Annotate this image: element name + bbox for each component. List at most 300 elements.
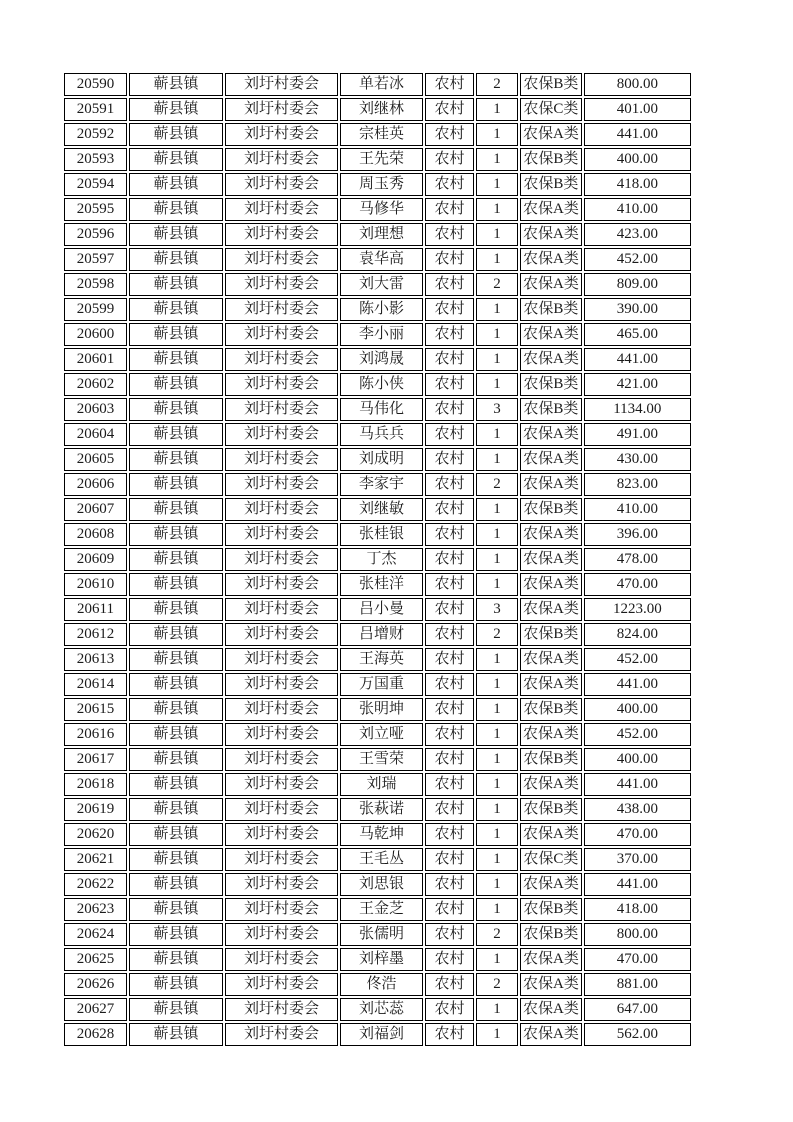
cell-village-committee: 刘圩村委会 bbox=[225, 773, 338, 796]
cell-serial-number: 20625 bbox=[64, 948, 127, 971]
cell-serial-number: 20599 bbox=[64, 298, 127, 321]
cell-insurance-category: 农保B类 bbox=[520, 173, 582, 196]
cell-person-name: 刘梓墨 bbox=[340, 948, 423, 971]
table-row bbox=[64, 623, 691, 646]
cell-residence-type: 农村 bbox=[425, 998, 474, 1021]
cell-village-committee: 刘圩村委会 bbox=[225, 323, 338, 346]
cell-person-count: 1 bbox=[476, 898, 518, 921]
cell-person-name: 马伟化 bbox=[340, 398, 423, 421]
table-row bbox=[64, 473, 691, 496]
cell-person-name: 张萩诺 bbox=[340, 798, 423, 821]
cell-person-count: 1 bbox=[476, 248, 518, 271]
cell-person-count: 1 bbox=[476, 373, 518, 396]
cell-residence-type: 农村 bbox=[425, 573, 474, 596]
cell-residence-type: 农村 bbox=[425, 723, 474, 746]
cell-residence-type: 农村 bbox=[425, 323, 474, 346]
cell-person-name: 王海英 bbox=[340, 648, 423, 671]
cell-amount: 441.00 bbox=[584, 123, 691, 146]
cell-person-name: 马修华 bbox=[340, 198, 423, 221]
benefit-roster-table bbox=[62, 71, 693, 1048]
cell-amount: 470.00 bbox=[584, 948, 691, 971]
table-row bbox=[64, 98, 691, 121]
cell-amount: 465.00 bbox=[584, 323, 691, 346]
cell-insurance-category: 农保A类 bbox=[520, 598, 582, 621]
cell-person-count: 1 bbox=[476, 123, 518, 146]
cell-village-committee: 刘圩村委会 bbox=[225, 398, 338, 421]
cell-residence-type: 农村 bbox=[425, 823, 474, 846]
cell-person-name: 刘福剑 bbox=[340, 1023, 423, 1046]
cell-residence-type: 农村 bbox=[425, 698, 474, 721]
cell-serial-number: 20623 bbox=[64, 898, 127, 921]
cell-person-name: 刘瑞 bbox=[340, 773, 423, 796]
cell-amount: 410.00 bbox=[584, 198, 691, 221]
cell-insurance-category: 农保B类 bbox=[520, 798, 582, 821]
cell-town: 蕲县镇 bbox=[129, 748, 223, 771]
table-row bbox=[64, 298, 691, 321]
cell-person-count: 2 bbox=[476, 623, 518, 646]
cell-person-name: 陈小影 bbox=[340, 298, 423, 321]
cell-town: 蕲县镇 bbox=[129, 673, 223, 696]
cell-person-name: 吕小曼 bbox=[340, 598, 423, 621]
cell-insurance-category: 农保A类 bbox=[520, 823, 582, 846]
cell-amount: 1134.00 bbox=[584, 398, 691, 421]
cell-village-committee: 刘圩村委会 bbox=[225, 173, 338, 196]
cell-person-count: 1 bbox=[476, 1023, 518, 1046]
cell-insurance-category: 农保A类 bbox=[520, 948, 582, 971]
cell-insurance-category: 农保B类 bbox=[520, 398, 582, 421]
cell-amount: 410.00 bbox=[584, 498, 691, 521]
cell-insurance-category: 农保A类 bbox=[520, 273, 582, 296]
cell-village-committee: 刘圩村委会 bbox=[225, 123, 338, 146]
cell-serial-number: 20605 bbox=[64, 448, 127, 471]
table-row bbox=[64, 698, 691, 721]
cell-village-committee: 刘圩村委会 bbox=[225, 223, 338, 246]
cell-amount: 478.00 bbox=[584, 548, 691, 571]
cell-town: 蕲县镇 bbox=[129, 773, 223, 796]
cell-village-committee: 刘圩村委会 bbox=[225, 998, 338, 1021]
cell-town: 蕲县镇 bbox=[129, 98, 223, 121]
table-body bbox=[64, 73, 691, 1046]
cell-person-name: 王毛丛 bbox=[340, 848, 423, 871]
cell-amount: 421.00 bbox=[584, 373, 691, 396]
cell-residence-type: 农村 bbox=[425, 523, 474, 546]
cell-insurance-category: 农保A类 bbox=[520, 998, 582, 1021]
cell-person-name: 王雪荣 bbox=[340, 748, 423, 771]
cell-residence-type: 农村 bbox=[425, 373, 474, 396]
cell-serial-number: 20598 bbox=[64, 273, 127, 296]
table-row bbox=[64, 798, 691, 821]
cell-serial-number: 20595 bbox=[64, 198, 127, 221]
cell-town: 蕲县镇 bbox=[129, 398, 223, 421]
cell-serial-number: 20613 bbox=[64, 648, 127, 671]
cell-insurance-category: 农保B类 bbox=[520, 498, 582, 521]
cell-town: 蕲县镇 bbox=[129, 223, 223, 246]
cell-person-name: 马乾坤 bbox=[340, 823, 423, 846]
cell-insurance-category: 农保A类 bbox=[520, 198, 582, 221]
cell-village-committee: 刘圩村委会 bbox=[225, 598, 338, 621]
table-row bbox=[64, 73, 691, 96]
table-row bbox=[64, 348, 691, 371]
cell-residence-type: 农村 bbox=[425, 148, 474, 171]
cell-town: 蕲县镇 bbox=[129, 898, 223, 921]
cell-village-committee: 刘圩村委会 bbox=[225, 448, 338, 471]
cell-amount: 400.00 bbox=[584, 148, 691, 171]
cell-town: 蕲县镇 bbox=[129, 623, 223, 646]
table-row bbox=[64, 673, 691, 696]
cell-residence-type: 农村 bbox=[425, 973, 474, 996]
cell-amount: 800.00 bbox=[584, 923, 691, 946]
cell-village-committee: 刘圩村委会 bbox=[225, 623, 338, 646]
cell-amount: 441.00 bbox=[584, 773, 691, 796]
cell-serial-number: 20627 bbox=[64, 998, 127, 1021]
table-row bbox=[64, 648, 691, 671]
cell-amount: 800.00 bbox=[584, 73, 691, 96]
cell-town: 蕲县镇 bbox=[129, 948, 223, 971]
cell-residence-type: 农村 bbox=[425, 923, 474, 946]
cell-village-committee: 刘圩村委会 bbox=[225, 148, 338, 171]
cell-amount: 470.00 bbox=[584, 823, 691, 846]
cell-insurance-category: 农保A类 bbox=[520, 1023, 582, 1046]
cell-insurance-category: 农保A类 bbox=[520, 873, 582, 896]
cell-village-committee: 刘圩村委会 bbox=[225, 548, 338, 571]
table-row bbox=[64, 423, 691, 446]
cell-person-count: 1 bbox=[476, 498, 518, 521]
cell-serial-number: 20604 bbox=[64, 423, 127, 446]
table-row bbox=[64, 773, 691, 796]
cell-person-name: 刘继敏 bbox=[340, 498, 423, 521]
cell-residence-type: 农村 bbox=[425, 248, 474, 271]
cell-serial-number: 20624 bbox=[64, 923, 127, 946]
table-row bbox=[64, 398, 691, 421]
cell-insurance-category: 农保B类 bbox=[520, 923, 582, 946]
table-row bbox=[64, 548, 691, 571]
cell-town: 蕲县镇 bbox=[129, 448, 223, 471]
cell-person-count: 1 bbox=[476, 423, 518, 446]
cell-village-committee: 刘圩村委会 bbox=[225, 1023, 338, 1046]
cell-amount: 430.00 bbox=[584, 448, 691, 471]
table-row bbox=[64, 923, 691, 946]
cell-serial-number: 20621 bbox=[64, 848, 127, 871]
cell-person-name: 刘鸿晟 bbox=[340, 348, 423, 371]
cell-village-committee: 刘圩村委会 bbox=[225, 523, 338, 546]
cell-person-name: 王金芝 bbox=[340, 898, 423, 921]
cell-residence-type: 农村 bbox=[425, 73, 474, 96]
cell-serial-number: 20628 bbox=[64, 1023, 127, 1046]
cell-village-committee: 刘圩村委会 bbox=[225, 423, 338, 446]
cell-town: 蕲县镇 bbox=[129, 148, 223, 171]
cell-village-committee: 刘圩村委会 bbox=[225, 348, 338, 371]
cell-serial-number: 20626 bbox=[64, 973, 127, 996]
cell-town: 蕲县镇 bbox=[129, 123, 223, 146]
table-row bbox=[64, 1023, 691, 1046]
cell-town: 蕲县镇 bbox=[129, 648, 223, 671]
cell-insurance-category: 农保A类 bbox=[520, 248, 582, 271]
cell-town: 蕲县镇 bbox=[129, 698, 223, 721]
cell-amount: 400.00 bbox=[584, 698, 691, 721]
cell-person-count: 1 bbox=[476, 673, 518, 696]
table-row bbox=[64, 198, 691, 221]
cell-insurance-category: 农保B类 bbox=[520, 73, 582, 96]
cell-village-committee: 刘圩村委会 bbox=[225, 373, 338, 396]
cell-amount: 452.00 bbox=[584, 248, 691, 271]
cell-residence-type: 农村 bbox=[425, 798, 474, 821]
cell-person-count: 1 bbox=[476, 323, 518, 346]
cell-amount: 823.00 bbox=[584, 473, 691, 496]
cell-amount: 647.00 bbox=[584, 998, 691, 1021]
cell-person-name: 万国重 bbox=[340, 673, 423, 696]
cell-serial-number: 20616 bbox=[64, 723, 127, 746]
table-row bbox=[64, 948, 691, 971]
cell-village-committee: 刘圩村委会 bbox=[225, 848, 338, 871]
cell-residence-type: 农村 bbox=[425, 98, 474, 121]
cell-insurance-category: 农保A类 bbox=[520, 473, 582, 496]
cell-town: 蕲县镇 bbox=[129, 923, 223, 946]
cell-person-name: 刘成明 bbox=[340, 448, 423, 471]
cell-insurance-category: 农保A类 bbox=[520, 123, 582, 146]
cell-amount: 401.00 bbox=[584, 98, 691, 121]
cell-serial-number: 20622 bbox=[64, 873, 127, 896]
cell-insurance-category: 农保A类 bbox=[520, 448, 582, 471]
cell-town: 蕲县镇 bbox=[129, 73, 223, 96]
cell-insurance-category: 农保A类 bbox=[520, 673, 582, 696]
cell-amount: 370.00 bbox=[584, 848, 691, 871]
cell-insurance-category: 农保A类 bbox=[520, 348, 582, 371]
cell-insurance-category: 农保A类 bbox=[520, 723, 582, 746]
cell-residence-type: 农村 bbox=[425, 548, 474, 571]
cell-town: 蕲县镇 bbox=[129, 998, 223, 1021]
cell-amount: 438.00 bbox=[584, 798, 691, 821]
cell-serial-number: 20602 bbox=[64, 373, 127, 396]
cell-amount: 441.00 bbox=[584, 873, 691, 896]
cell-amount: 418.00 bbox=[584, 173, 691, 196]
cell-person-name: 马兵兵 bbox=[340, 423, 423, 446]
cell-person-count: 1 bbox=[476, 698, 518, 721]
cell-person-count: 2 bbox=[476, 973, 518, 996]
cell-insurance-category: 农保B类 bbox=[520, 298, 582, 321]
cell-village-committee: 刘圩村委会 bbox=[225, 298, 338, 321]
cell-person-name: 李家宇 bbox=[340, 473, 423, 496]
cell-person-name: 张儒明 bbox=[340, 923, 423, 946]
cell-person-name: 吕增财 bbox=[340, 623, 423, 646]
cell-person-name: 袁华高 bbox=[340, 248, 423, 271]
table-row bbox=[64, 173, 691, 196]
cell-residence-type: 农村 bbox=[425, 598, 474, 621]
cell-person-count: 1 bbox=[476, 223, 518, 246]
table-row bbox=[64, 123, 691, 146]
cell-person-count: 1 bbox=[476, 348, 518, 371]
cell-insurance-category: 农保B类 bbox=[520, 373, 582, 396]
cell-person-name: 刘理想 bbox=[340, 223, 423, 246]
cell-amount: 396.00 bbox=[584, 523, 691, 546]
table-row bbox=[64, 723, 691, 746]
cell-serial-number: 20596 bbox=[64, 223, 127, 246]
cell-amount: 390.00 bbox=[584, 298, 691, 321]
cell-person-name: 刘继林 bbox=[340, 98, 423, 121]
cell-residence-type: 农村 bbox=[425, 448, 474, 471]
cell-insurance-category: 农保B类 bbox=[520, 148, 582, 171]
table-row bbox=[64, 598, 691, 621]
cell-residence-type: 农村 bbox=[425, 173, 474, 196]
cell-town: 蕲县镇 bbox=[129, 548, 223, 571]
cell-serial-number: 20603 bbox=[64, 398, 127, 421]
cell-person-count: 1 bbox=[476, 98, 518, 121]
cell-town: 蕲县镇 bbox=[129, 723, 223, 746]
cell-person-name: 李小丽 bbox=[340, 323, 423, 346]
cell-serial-number: 20614 bbox=[64, 673, 127, 696]
table-row bbox=[64, 998, 691, 1021]
cell-amount: 441.00 bbox=[584, 348, 691, 371]
cell-town: 蕲县镇 bbox=[129, 873, 223, 896]
cell-residence-type: 农村 bbox=[425, 673, 474, 696]
cell-residence-type: 农村 bbox=[425, 848, 474, 871]
cell-serial-number: 20620 bbox=[64, 823, 127, 846]
cell-village-committee: 刘圩村委会 bbox=[225, 923, 338, 946]
cell-person-count: 1 bbox=[476, 723, 518, 746]
cell-village-committee: 刘圩村委会 bbox=[225, 798, 338, 821]
cell-serial-number: 20617 bbox=[64, 748, 127, 771]
cell-serial-number: 20610 bbox=[64, 573, 127, 596]
cell-serial-number: 20607 bbox=[64, 498, 127, 521]
table-row bbox=[64, 573, 691, 596]
cell-person-count: 1 bbox=[476, 798, 518, 821]
cell-serial-number: 20615 bbox=[64, 698, 127, 721]
cell-village-committee: 刘圩村委会 bbox=[225, 673, 338, 696]
cell-serial-number: 20600 bbox=[64, 323, 127, 346]
cell-residence-type: 农村 bbox=[425, 498, 474, 521]
cell-town: 蕲县镇 bbox=[129, 848, 223, 871]
cell-insurance-category: 农保A类 bbox=[520, 773, 582, 796]
cell-insurance-category: 农保A类 bbox=[520, 973, 582, 996]
cell-village-committee: 刘圩村委会 bbox=[225, 748, 338, 771]
cell-village-committee: 刘圩村委会 bbox=[225, 498, 338, 521]
table-row bbox=[64, 898, 691, 921]
cell-residence-type: 农村 bbox=[425, 873, 474, 896]
cell-amount: 418.00 bbox=[584, 898, 691, 921]
cell-serial-number: 20609 bbox=[64, 548, 127, 571]
cell-person-count: 3 bbox=[476, 398, 518, 421]
cell-village-committee: 刘圩村委会 bbox=[225, 973, 338, 996]
cell-serial-number: 20591 bbox=[64, 98, 127, 121]
table-row bbox=[64, 448, 691, 471]
cell-person-count: 1 bbox=[476, 648, 518, 671]
cell-serial-number: 20608 bbox=[64, 523, 127, 546]
cell-person-name: 张桂银 bbox=[340, 523, 423, 546]
cell-insurance-category: 农保A类 bbox=[520, 323, 582, 346]
table-row bbox=[64, 223, 691, 246]
cell-village-committee: 刘圩村委会 bbox=[225, 98, 338, 121]
cell-residence-type: 农村 bbox=[425, 423, 474, 446]
cell-person-count: 1 bbox=[476, 198, 518, 221]
cell-residence-type: 农村 bbox=[425, 898, 474, 921]
cell-town: 蕲县镇 bbox=[129, 248, 223, 271]
cell-serial-number: 20619 bbox=[64, 798, 127, 821]
cell-residence-type: 农村 bbox=[425, 298, 474, 321]
cell-town: 蕲县镇 bbox=[129, 798, 223, 821]
table-row bbox=[64, 873, 691, 896]
cell-insurance-category: 农保A类 bbox=[520, 548, 582, 571]
cell-amount: 881.00 bbox=[584, 973, 691, 996]
cell-serial-number: 20612 bbox=[64, 623, 127, 646]
cell-town: 蕲县镇 bbox=[129, 273, 223, 296]
cell-person-count: 1 bbox=[476, 573, 518, 596]
cell-insurance-category: 农保A类 bbox=[520, 573, 582, 596]
cell-residence-type: 农村 bbox=[425, 1023, 474, 1046]
table-row bbox=[64, 148, 691, 171]
cell-residence-type: 农村 bbox=[425, 748, 474, 771]
table-row bbox=[64, 498, 691, 521]
cell-village-committee: 刘圩村委会 bbox=[225, 873, 338, 896]
cell-person-name: 佟浩 bbox=[340, 973, 423, 996]
table-row bbox=[64, 323, 691, 346]
cell-village-committee: 刘圩村委会 bbox=[225, 948, 338, 971]
cell-town: 蕲县镇 bbox=[129, 523, 223, 546]
cell-amount: 562.00 bbox=[584, 1023, 691, 1046]
cell-serial-number: 20592 bbox=[64, 123, 127, 146]
cell-residence-type: 农村 bbox=[425, 273, 474, 296]
table-row bbox=[64, 823, 691, 846]
cell-serial-number: 20601 bbox=[64, 348, 127, 371]
cell-village-committee: 刘圩村委会 bbox=[225, 273, 338, 296]
cell-person-count: 1 bbox=[476, 823, 518, 846]
cell-serial-number: 20611 bbox=[64, 598, 127, 621]
cell-town: 蕲县镇 bbox=[129, 823, 223, 846]
cell-amount: 452.00 bbox=[584, 648, 691, 671]
cell-residence-type: 农村 bbox=[425, 773, 474, 796]
table-row bbox=[64, 748, 691, 771]
cell-person-count: 1 bbox=[476, 148, 518, 171]
cell-person-name: 宗桂英 bbox=[340, 123, 423, 146]
cell-serial-number: 20593 bbox=[64, 148, 127, 171]
cell-serial-number: 20597 bbox=[64, 248, 127, 271]
cell-person-count: 1 bbox=[476, 848, 518, 871]
cell-residence-type: 农村 bbox=[425, 648, 474, 671]
cell-town: 蕲县镇 bbox=[129, 973, 223, 996]
cell-residence-type: 农村 bbox=[425, 473, 474, 496]
cell-town: 蕲县镇 bbox=[129, 173, 223, 196]
cell-village-committee: 刘圩村委会 bbox=[225, 823, 338, 846]
cell-town: 蕲县镇 bbox=[129, 598, 223, 621]
cell-person-name: 刘立哑 bbox=[340, 723, 423, 746]
cell-town: 蕲县镇 bbox=[129, 573, 223, 596]
cell-village-committee: 刘圩村委会 bbox=[225, 698, 338, 721]
cell-amount: 441.00 bbox=[584, 673, 691, 696]
cell-village-committee: 刘圩村委会 bbox=[225, 723, 338, 746]
cell-insurance-category: 农保B类 bbox=[520, 748, 582, 771]
cell-residence-type: 农村 bbox=[425, 348, 474, 371]
cell-amount: 452.00 bbox=[584, 723, 691, 746]
cell-residence-type: 农村 bbox=[425, 623, 474, 646]
cell-serial-number: 20606 bbox=[64, 473, 127, 496]
cell-town: 蕲县镇 bbox=[129, 423, 223, 446]
cell-person-name: 刘大雷 bbox=[340, 273, 423, 296]
cell-person-count: 1 bbox=[476, 998, 518, 1021]
cell-person-count: 1 bbox=[476, 948, 518, 971]
cell-person-name: 王先荣 bbox=[340, 148, 423, 171]
cell-amount: 824.00 bbox=[584, 623, 691, 646]
cell-village-committee: 刘圩村委会 bbox=[225, 473, 338, 496]
cell-amount: 470.00 bbox=[584, 573, 691, 596]
cell-person-count: 2 bbox=[476, 473, 518, 496]
cell-insurance-category: 农保C类 bbox=[520, 848, 582, 871]
cell-insurance-category: 农保A类 bbox=[520, 423, 582, 446]
cell-serial-number: 20618 bbox=[64, 773, 127, 796]
cell-residence-type: 农村 bbox=[425, 123, 474, 146]
cell-insurance-category: 农保A类 bbox=[520, 223, 582, 246]
cell-person-name: 单若冰 bbox=[340, 73, 423, 96]
cell-person-name: 张桂洋 bbox=[340, 573, 423, 596]
cell-town: 蕲县镇 bbox=[129, 323, 223, 346]
cell-amount: 423.00 bbox=[584, 223, 691, 246]
